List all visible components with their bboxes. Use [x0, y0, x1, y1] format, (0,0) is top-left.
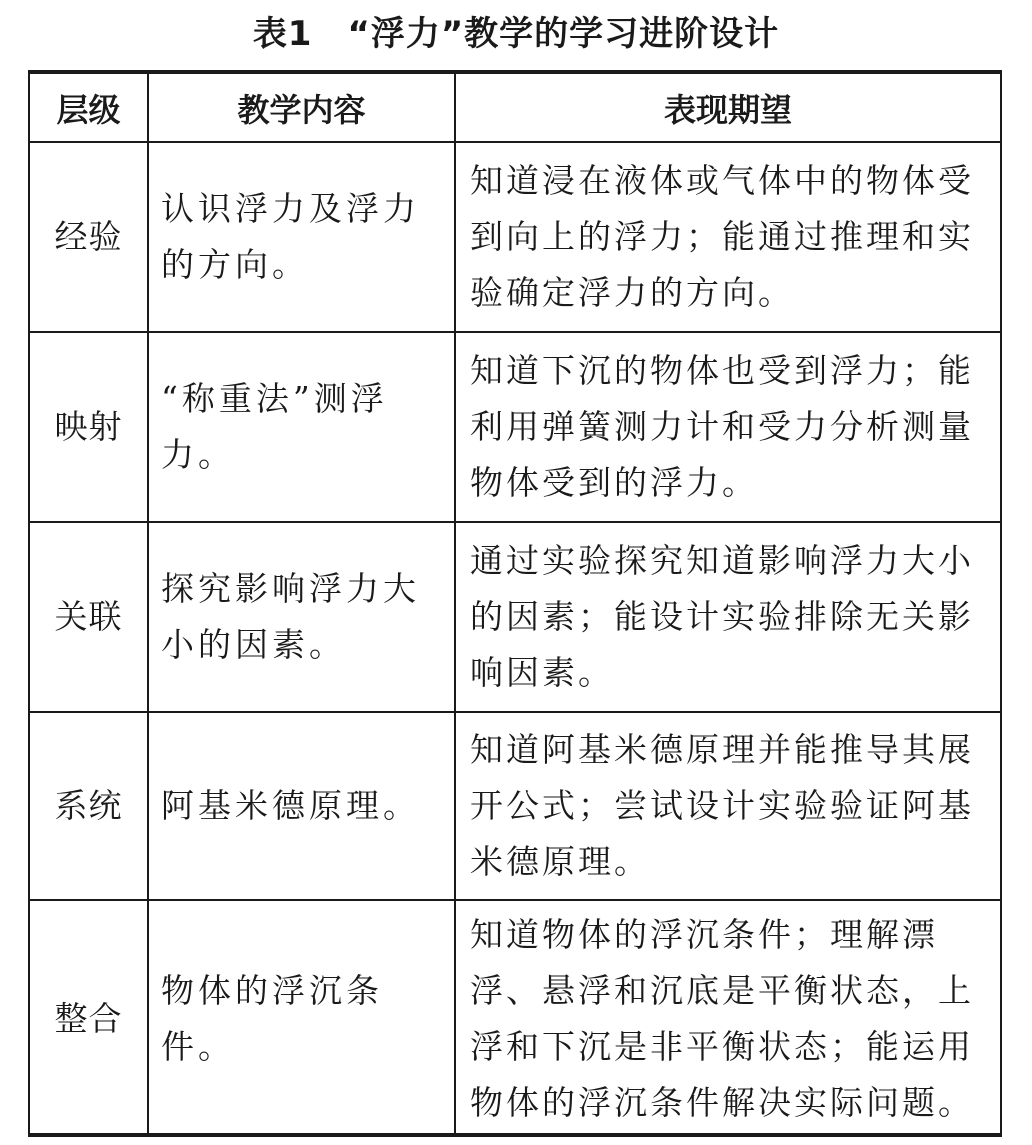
- header-content: 教学内容: [148, 74, 455, 142]
- progression-table-grid: [30, 74, 1000, 1137]
- table-caption: 表1 “浮力”教学的学习进阶设计: [252, 14, 780, 54]
- table-row: [30, 900, 1000, 1137]
- table-row: [30, 142, 1000, 332]
- expectation-cell: 通过实验探究知道影响浮力大小的因素；能设计实验排除无关影响因素。: [455, 522, 1000, 712]
- content-cell: 探究影响浮力大小的因素。: [148, 522, 455, 712]
- level-cell: 整合: [30, 900, 148, 1137]
- table-row: [30, 712, 1000, 900]
- table-row: [30, 332, 1000, 522]
- table-row: [30, 522, 1000, 712]
- header-level: 层级: [30, 74, 148, 142]
- content-cell: “称重法”测浮力。: [148, 332, 455, 522]
- level-cell: 关联: [30, 522, 148, 712]
- progression-table: [28, 70, 1002, 1137]
- content-cell: 物体的浮沉条件。: [148, 900, 455, 1137]
- expectation-cell: 知道物体的浮沉条件；理解漂浮、悬浮和沉底是平衡状态，上浮和下沉是非平衡状态；能运用物体的浮沉条件解决实际问题。: [455, 900, 1000, 1137]
- level-cell: 系统: [30, 712, 148, 900]
- expectation-cell: 知道阿基米德原理并能推导其展开公式；尝试设计实验验证阿基米德原理。: [455, 712, 1000, 900]
- expectation-cell: 知道浸在液体或气体中的物体受到向上的浮力；能通过推理和实验确定浮力的方向。: [455, 142, 1000, 332]
- content-cell: 阿基米德原理。: [148, 712, 455, 900]
- level-cell: 映射: [30, 332, 148, 522]
- expectation-cell: 知道下沉的物体也受到浮力；能利用弹簧测力计和受力分析测量物体受到的浮力。: [455, 332, 1000, 522]
- header-expectation: 表现期望: [455, 74, 1000, 142]
- table-header-row: [30, 74, 1000, 142]
- level-cell: 经验: [30, 142, 148, 332]
- content-cell: 认识浮力及浮力的方向。: [148, 142, 455, 332]
